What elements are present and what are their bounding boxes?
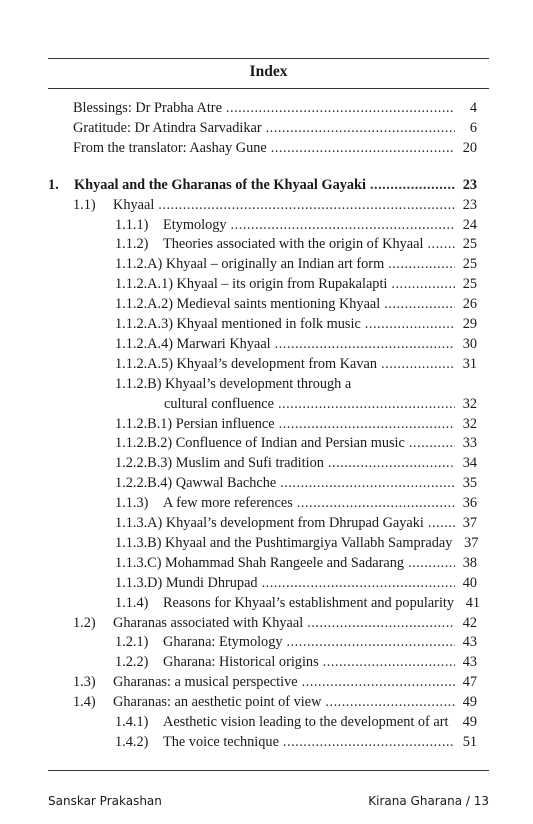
toc-entry-title: 1.1.2.A.1) Khyaal – its origin from Rupakalapti [115, 276, 388, 293]
toc-entry-page: 36 [462, 495, 477, 512]
dot-leader [271, 138, 455, 158]
toc-entry-page: 51 [462, 733, 477, 750]
toc-entry-title: The voice technique [163, 733, 279, 750]
page-title: Index [249, 63, 288, 80]
toc-entry [164, 394, 477, 414]
toc-entry-title: 1.1.2.B.1) Persian influence [115, 415, 275, 432]
toc-entry [115, 234, 477, 254]
toc-entry-number: 1.1) [73, 196, 96, 213]
dot-leader [262, 573, 455, 593]
dot-leader [408, 553, 455, 573]
toc-entry [115, 632, 477, 652]
toc-entry [115, 553, 477, 573]
toc-entry-title: 1.1.3.A) Khyaal’s development from Dhrupad Gayaki [115, 515, 424, 531]
toc-entry-number: 1.1.3) [115, 495, 149, 512]
toc-entry-page: 34 [462, 455, 477, 472]
toc-entry-page: 31 [462, 355, 477, 372]
dot-leader [428, 513, 455, 533]
toc-entry-title: cultural confluence [164, 395, 274, 412]
toc-entry-title: Gharanas: an aesthetic point of view [113, 694, 322, 711]
bottom-rule [48, 770, 489, 771]
toc-entry-title: Gratitude: Dr Atindra Sarvadikar [73, 119, 262, 136]
toc-entry-title: 1.1.2.B.2) Confluence of Indian and Persian music [115, 435, 405, 452]
dot-leader [283, 732, 455, 752]
toc-entry-page: 25 [462, 236, 477, 253]
toc-entry-title: From the translator: Aashay Gune [73, 139, 267, 156]
toc-entry-number: 1.4.1) [115, 714, 149, 730]
chapter-heading [48, 175, 477, 195]
toc-entry-number: 1.4) [73, 694, 96, 711]
front-matter-entry [73, 98, 477, 118]
dot-leader [280, 473, 455, 493]
toc-entry-number: 1.1.4) [115, 594, 149, 611]
toc-entry-number: 1.2) [73, 614, 96, 631]
toc-entry-page: 49 [462, 714, 477, 730]
toc-entry-title: 1.1.2.A.2) Medieval saints mentioning Khyaal [115, 296, 381, 313]
toc-entry [115, 414, 477, 434]
toc-entry-page: 49 [462, 694, 477, 711]
toc-entry-title: 1.1.3.C) Mohammad Shah Rangeele and Sadarang [115, 554, 405, 571]
toc-entry-number: 1.1.2) [115, 236, 149, 253]
top-rule [48, 58, 489, 59]
dot-leader [297, 493, 455, 513]
toc-entry-page: 25 [462, 256, 477, 273]
dot-leader [279, 414, 455, 434]
toc-entry [115, 254, 477, 274]
dot-leader [266, 118, 455, 138]
toc-entry-page: 6 [469, 119, 477, 136]
toc-entry-title: Gharanas associated with Khyaal [113, 614, 304, 631]
toc-entry-title: Gharana: Historical origins [163, 654, 319, 671]
toc-entry-page: 37 [464, 534, 479, 551]
toc-entry-page: 43 [462, 634, 477, 651]
dot-leader [381, 354, 455, 374]
toc-entry-page: 24 [462, 216, 477, 233]
toc-entry [115, 732, 477, 752]
toc-entry-title: A few more references [163, 495, 293, 512]
toc-entry [115, 493, 477, 513]
toc-entry-page: 32 [462, 395, 477, 412]
dot-leader [231, 215, 455, 235]
toc-entry-title: 1.2.2.B.4) Qawwal Bachche [115, 475, 277, 492]
toc-entry-page: 47 [462, 674, 477, 691]
toc-entry [115, 354, 477, 374]
toc-entry-title: Reasons for Khyaal’s establishment and popularity [163, 594, 455, 611]
toc-entry-page: 23 [462, 196, 477, 213]
toc-entry-title: 1.1.2.A) Khyaal – originally an Indian art form [115, 256, 385, 273]
toc-entry [115, 453, 477, 473]
toc-entry-page: 30 [462, 335, 477, 352]
toc-entry-title: Aesthetic vision leading to the development of art [163, 714, 449, 730]
toc-entry [115, 473, 477, 493]
toc-entry-title: 1.1.3.B) Khyaal and the Pushtimargiya Vallabh Sampraday [115, 534, 453, 551]
toc-entry-number: 1.1.1) [115, 216, 149, 233]
toc-entry-title: Theories associated with the origin of Khyaal [163, 236, 424, 253]
toc-entry-number: 1.2.2) [115, 654, 149, 671]
toc-entry [73, 692, 477, 712]
toc-entry-page: 38 [462, 554, 477, 571]
toc-entry-page: 4 [469, 100, 477, 116]
dot-leader [365, 314, 455, 334]
toc-entry-page: 43 [462, 654, 477, 671]
toc-entry [115, 712, 477, 732]
toc-entry-page: 32 [462, 415, 477, 432]
toc-entry-page: 42 [462, 614, 477, 631]
footer-publisher: Sanskar Prakashan [48, 794, 162, 808]
dot-leader [323, 652, 455, 672]
dot-leader [427, 234, 455, 254]
dot-leader [391, 274, 455, 294]
toc-entry-page: 40 [462, 574, 477, 591]
dot-leader [226, 98, 455, 118]
toc-entry-page: 37 [462, 515, 477, 531]
toc-entry-number: 1.4.2) [115, 733, 149, 750]
toc-entry [73, 672, 477, 692]
toc-entry-title: Gharana: Etymology [163, 634, 283, 651]
toc-entry-title: Gharanas: a musical perspective [113, 674, 298, 691]
toc-entry-title: 1.1.2.B) Khyaal’s development through a [115, 375, 352, 392]
toc-entry-title: 1.1.2.A.4) Marwari Khyaal [115, 335, 271, 352]
toc-entry-title: Etymology [163, 216, 227, 233]
front-matter-entry [73, 138, 477, 158]
toc-entry-number: 1. [48, 176, 59, 193]
toc-entry-title: Blessings: Dr Prabha Atre [73, 100, 222, 116]
toc-entry [115, 533, 477, 553]
toc-entry-title: 1.1.2.A.5) Khyaal’s development from Kavan [115, 355, 378, 372]
toc-entry [115, 593, 481, 613]
dot-leader [287, 632, 455, 652]
dot-leader [388, 254, 455, 274]
toc-entry-number: 1.2.1) [115, 634, 149, 651]
toc-entry [115, 215, 477, 235]
toc-entry-title: 1.1.2.A.3) Khyaal mentioned in folk music [115, 316, 361, 332]
toc-entry [115, 274, 477, 294]
dot-leader [325, 692, 455, 712]
toc-entry-page: 25 [462, 276, 477, 293]
dot-leader [307, 613, 455, 633]
toc-entry [73, 613, 477, 633]
dot-leader [158, 195, 455, 215]
toc-entry [115, 334, 477, 354]
toc-entry [115, 314, 477, 334]
toc-entry [115, 652, 477, 672]
toc-entry [115, 433, 477, 453]
toc-entry-number: 1.3) [73, 674, 96, 691]
toc-entry-page: 29 [462, 316, 477, 332]
toc-entry-page: 35 [462, 475, 477, 492]
toc-entry [115, 294, 477, 314]
toc-entry [115, 513, 477, 533]
dot-leader [275, 334, 455, 354]
toc-entry-page: 26 [462, 296, 477, 313]
dot-leader [278, 394, 455, 414]
dot-leader [302, 672, 455, 692]
toc-entry-page: 20 [462, 139, 477, 156]
toc-entry-title: Khyaal [113, 196, 155, 213]
dot-leader [384, 294, 455, 314]
title-rule [48, 88, 489, 89]
dot-leader [328, 453, 455, 473]
toc-entry-page: 23 [462, 176, 477, 193]
toc-entry-title: 1.1.3.D) Mundi Dhrupad [115, 574, 258, 591]
footer-page-number: Kirana Gharana / 13 [368, 794, 489, 808]
toc-entry-title: Khyaal and the Gharanas of the Khyaal Gayaki [74, 176, 366, 193]
front-matter-entry [73, 118, 477, 138]
dot-leader [409, 433, 455, 453]
toc-entry-page: 41 [465, 594, 481, 611]
toc-entry-title: 1.2.2.B.3) Muslim and Sufi tradition [115, 455, 324, 472]
toc-entry [115, 573, 477, 593]
toc-entry [73, 195, 477, 215]
dot-leader [370, 175, 455, 195]
toc-entry [115, 374, 477, 394]
toc-entry-page: 33 [462, 435, 477, 452]
